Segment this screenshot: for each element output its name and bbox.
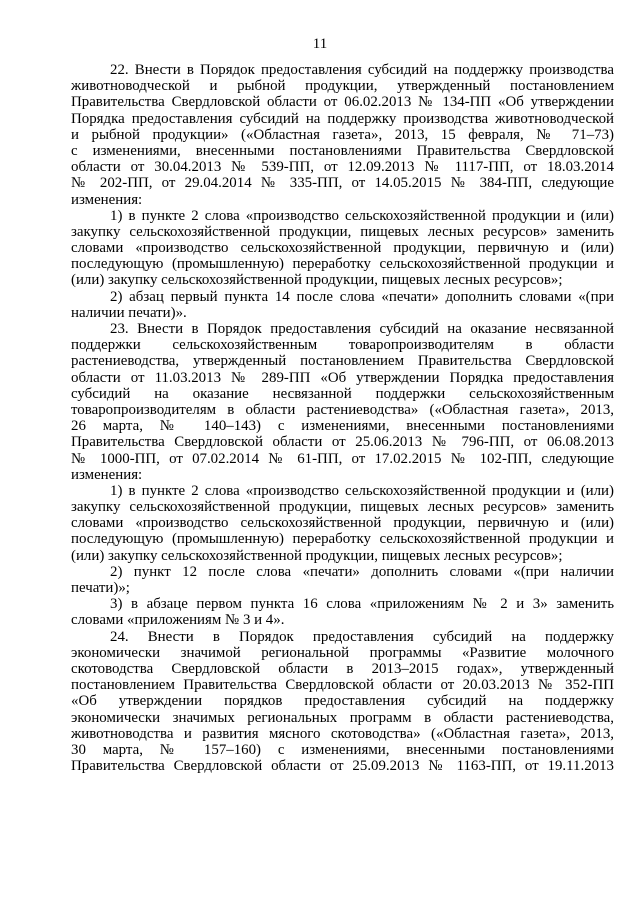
text-line: последующую (промышленную) переработку сельскохозяйственной продукции и (71, 256, 614, 273)
text-line: наличии печати)». (71, 304, 187, 321)
page-number: 11 (312, 36, 328, 52)
text-line: 1) в пункте 2 слова «производство сельскохозяйственной продукции и (или) (110, 207, 614, 224)
text-line: печати)»; (71, 580, 130, 596)
text-line: 30 марта, № 157–160) с изменениями, внесенными постановлениями (71, 741, 614, 758)
text-line: закупку сельскохозяйственной продукции, пищевых лесных ресурсов» заменить (71, 223, 614, 240)
text-line: 1) в пункте 2 слова «производство сельскохозяйственной продукции и (или) (110, 482, 614, 499)
text-line: 2) абзац первый пункта 14 после слова «печати» дополнить словами «(при (110, 288, 614, 305)
text-line: с изменениями, внесенными постановлениями Правительства Свердловской (71, 142, 614, 159)
text-line: области от 30.04.2013 № 539-ПП, от 12.09.2013 № 1117-ПП, от 18.03.2014 (71, 159, 614, 176)
text-line: изменения: (71, 466, 143, 483)
text-line: товаропроизводителям в области растениеводства» («Областная газета», 2013, (71, 401, 614, 418)
text-line: 2) пункт 12 после слова «печати» дополнить словами «(при наличии (110, 563, 614, 580)
text-line: «Об утверждении порядков предоставления субсидий на поддержку (71, 693, 614, 710)
text-line: субсидий на оказание несвязанной поддержки сельскохозяйственным (71, 385, 614, 402)
text-line: 22. Внести в Порядок предоставления субсидий на поддержку производства (110, 62, 614, 78)
text-line: закупку сельскохозяйственной продукции, пищевых лесных ресурсов» заменить (71, 499, 614, 516)
text-line: (или) закупку сельскохозяйственной продукции, пищевых лесных ресурсов»; (71, 547, 563, 564)
text-line: изменения: (71, 191, 143, 208)
text-line: растениеводства, утвержденный постановлением Правительства Свердловской (71, 353, 614, 370)
text-line: последующую (промышленную) переработку сельскохозяйственной продукции и (71, 531, 614, 548)
text-line: Порядка предоставления субсидий на поддержку производства животноводческой (71, 110, 614, 127)
document-body (71, 62, 614, 774)
text-line: и рыбной продукции» («Областная газета», 2013, 15 февраля, № 71–73) (71, 126, 614, 143)
text-line: Правительства Свердловской области от 06.02.2013 № 134-ПП «Об утверждении (71, 94, 614, 111)
text-line: № 202-ПП, от 29.04.2014 № 335-ПП, от 14.05.2015 № 384-ПП, следующие (71, 175, 614, 192)
text-line: 23. Внести в Порядок предоставления субсидий на оказание несвязанной (110, 321, 614, 337)
text-line: животноводства и развития мясного скотоводства» («Областная газета», 2013, (71, 725, 614, 742)
text-line: поддержки сельскохозяйственным товаропроизводителям в области (71, 337, 614, 354)
text-line: словами «производство сельскохозяйственной продукции, первичную и (или) (71, 515, 614, 532)
text-line: животноводческой и рыбной продукции, утвержденный постановлением (71, 78, 614, 95)
text-line: экономически значимых региональных программ в области растениеводства, (71, 709, 614, 726)
text-line: Правительства Свердловской области от 25.09.2013 № 1163-ПП, от 19.11.2013 (71, 758, 614, 775)
text-line: 3) в абзаце первом пункта 16 слова «приложениям № 2 и 3» заменить (110, 596, 614, 613)
text-line: (или) закупку сельскохозяйственной продукции, пищевых лесных ресурсов»; (71, 272, 563, 289)
text-line: постановлением Правительства Свердловской области от 20.03.2013 № 352-ПП (71, 677, 614, 694)
text-line: 26 марта, № 140–143) с изменениями, внесенными постановлениями (71, 418, 614, 435)
text-line: № 1000-ПП, от 07.02.2014 № 61-ПП, от 17.02.2015 № 102-ПП, следующие (71, 450, 614, 467)
text-line: словами «приложениям № 3 и 4». (71, 612, 285, 629)
text-line: скотоводства Свердловской области в 2013–2015 годах», утвержденный (71, 660, 614, 677)
text-line: 24. Внести в Порядок предоставления субсидий на поддержку (110, 628, 614, 645)
text-line: Правительства Свердловской области от 25.06.2013 № 796-ПП, от 06.08.2013 (71, 434, 614, 451)
text-line: области от 11.03.2013 № 289-ПП «Об утверждении Порядка предоставления (71, 369, 614, 386)
text-line: словами «производство сельскохозяйственной продукции, первичную и (или) (71, 240, 614, 257)
text-line: экономически значимой региональной программы «Развитие молочного (71, 644, 614, 661)
